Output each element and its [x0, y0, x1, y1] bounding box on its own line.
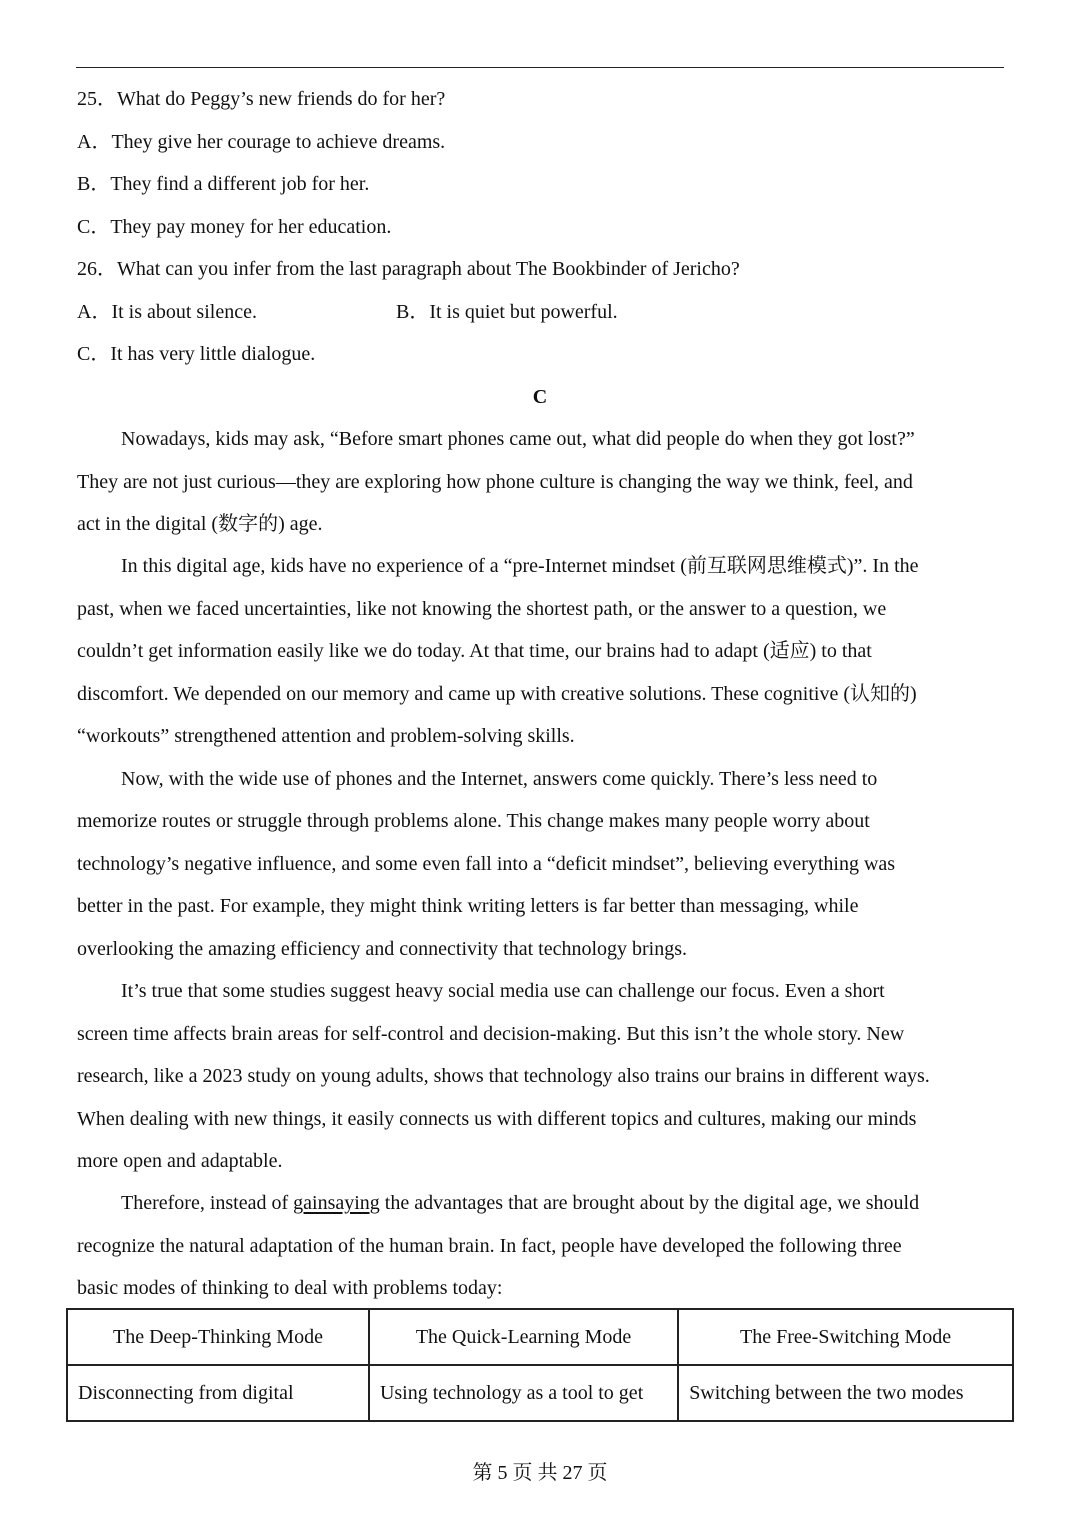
paragraph-line: act in the digital (数字的) age. [77, 513, 323, 535]
paragraph-line: Nowadays, kids may ask, “Before smart phones came out, what did people do when they got lost?” [121, 428, 915, 450]
paragraph-line: better in the past. For example, they might think writing letters is far better than messaging, while [77, 895, 859, 917]
text-run: the advantages that are brought about by the digital age, we should [379, 1192, 920, 1214]
paragraph-line [121, 1191, 919, 1215]
paragraph-line: When dealing with new things, it easily connects us with different topics and cultures, making our minds [77, 1108, 917, 1130]
paragraph-line: overlooking the amazing efficiency and connectivity that technology brings. [77, 938, 687, 960]
question-26-option-a: A．It is about silence. [77, 301, 257, 323]
text-run: Therefore, instead of [121, 1192, 294, 1214]
table-cell: Using technology as a tool to get [369, 1365, 678, 1421]
table-header-cell: The Free-Switching Mode [678, 1309, 1013, 1365]
paragraph-line: It’s true that some studies suggest heavy social media use can challenge our focus. Even a short [121, 980, 885, 1002]
table-header-cell: The Quick-Learning Mode [369, 1309, 678, 1365]
page-footer: 第 5 页 共 27 页 [472, 1462, 608, 1484]
thinking-modes-table [66, 1308, 1014, 1422]
paragraph-line: research, like a 2023 study on young adults, shows that technology also trains our brains in different ways. [77, 1065, 930, 1087]
table-cell: Disconnecting from digital [67, 1365, 369, 1421]
underlined-word: gainsaying [293, 1192, 380, 1214]
paragraph-line: recognize the natural adaptation of the human brain. In fact, people have developed the following three [77, 1235, 902, 1257]
paragraph-line: basic modes of thinking to deal with problems today: [77, 1277, 503, 1299]
paragraph-line: “workouts” strengthened attention and problem-solving skills. [77, 725, 575, 747]
question-25-stem: 25．What do Peggy’s new friends do for her? [77, 88, 446, 110]
paragraph-line: Now, with the wide use of phones and the Internet, answers come quickly. There’s less need to [121, 768, 878, 790]
question-25-option-c: C．They pay money for her education. [77, 216, 392, 238]
question-25-option-b: B．They find a different job for her. [77, 173, 370, 195]
question-26-option-c: C．It has very little dialogue. [77, 343, 316, 365]
question-26-options-row [77, 300, 257, 324]
table-row [67, 1365, 1013, 1421]
header-rule [76, 67, 1004, 68]
paragraph-line: couldn’t get information easily like we do today. At that time, our brains had to adapt (适应) to that [77, 640, 872, 662]
paragraph-line: past, when we faced uncertainties, like not knowing the shortest path, or the answer to a question, we [77, 598, 887, 620]
paragraph-line: They are not just curious—they are exploring how phone culture is changing the way we think, feel, and [77, 471, 913, 493]
table-header-cell: The Deep-Thinking Mode [67, 1309, 369, 1365]
paragraph-line: memorize routes or struggle through problems alone. This change makes many people worry about [77, 810, 870, 832]
table-cell: Switching between the two modes [678, 1365, 1013, 1421]
table-header-row [67, 1309, 1013, 1365]
paragraph-line: discomfort. We depended on our memory and came up with creative solutions. These cognitive (认知的) [77, 683, 917, 705]
paragraph-line: technology’s negative influence, and some even fall into a “deficit mindset”, believing everything was [77, 853, 896, 875]
question-25-option-a: A．They give her courage to achieve dreams. [77, 131, 446, 153]
paragraph-line: screen time affects brain areas for self-control and decision-making. But this isn’t the whole story. New [77, 1023, 905, 1045]
section-heading: C [532, 386, 548, 408]
paragraph-line: In this digital age, kids have no experience of a “pre-Internet mindset (前互联网思维模式)”. In the [121, 555, 919, 577]
question-26-option-b: B．It is quiet but powerful. [396, 301, 618, 323]
question-26-stem: 26．What can you infer from the last paragraph about The Bookbinder of Jericho? [77, 258, 740, 280]
paragraph-line: more open and adaptable. [77, 1150, 283, 1172]
